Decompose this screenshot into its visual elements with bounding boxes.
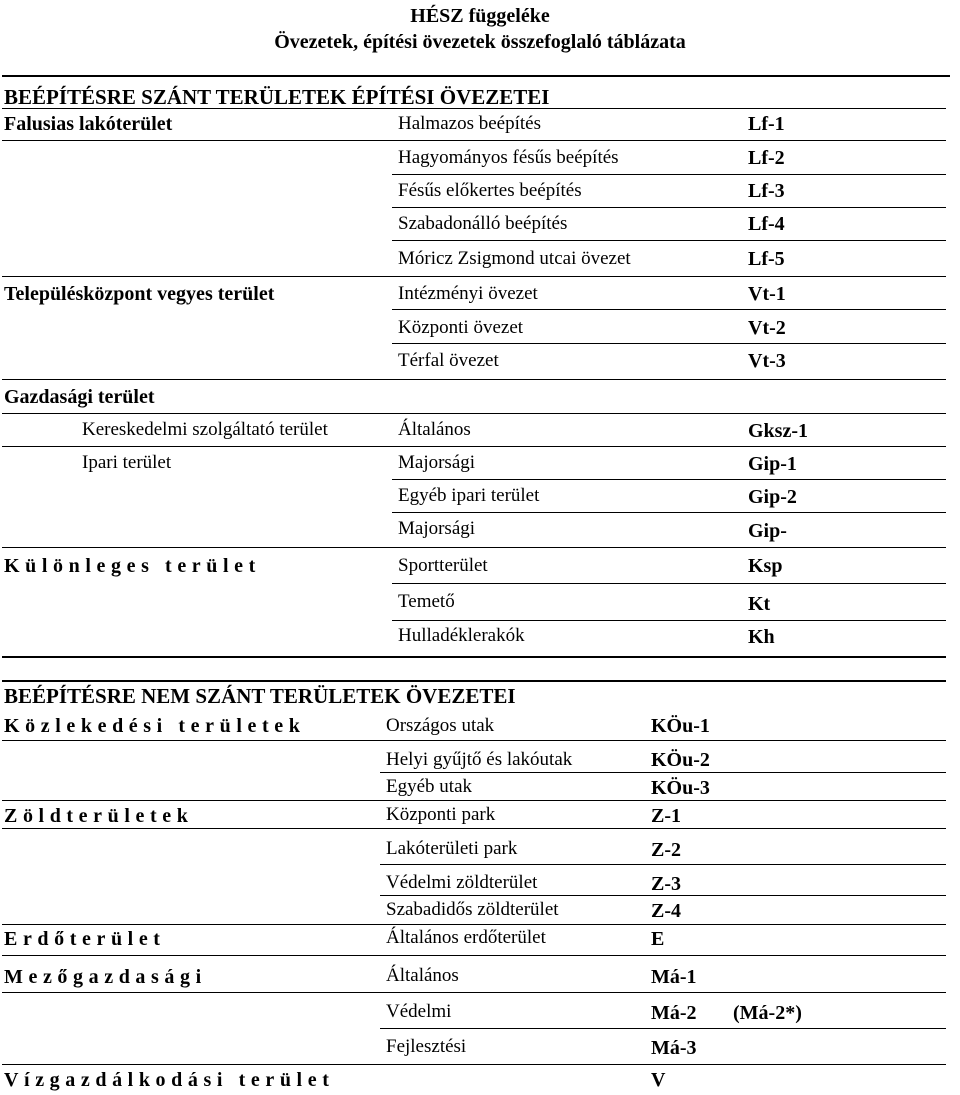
zone-code: KÖu-2 — [651, 749, 710, 771]
zone-name: Intézményi övezet — [398, 283, 538, 304]
subcategory-kereskedelmi: Kereskedelmi szolgáltató terület — [82, 419, 328, 440]
row-rule — [2, 140, 946, 141]
subcategory-ipari: Ipari terület — [82, 452, 172, 473]
zone-code: KÖu-3 — [651, 777, 710, 799]
row-rule — [2, 924, 946, 925]
zone-name: Majorsági — [398, 518, 476, 539]
zone-name: Majorsági — [398, 452, 476, 473]
zone-name: Szabadidős zöldterület — [386, 899, 559, 920]
zone-name: Helyi gyűjtő és lakóutak — [386, 749, 573, 770]
row-rule — [392, 620, 946, 621]
section1-heading: BEÉPÍTÉSRE SZÁNT TERÜLETEK ÉPÍTÉSI ÖVEZETEI — [4, 85, 550, 109]
document-subtitle: Övezetek, építési övezetek összefoglaló táblázata — [274, 31, 686, 53]
zone-name: Általános — [386, 965, 459, 986]
category-mezogazdasagi: Mezőgazdasági — [4, 966, 207, 988]
zone-code: Gip-1 — [748, 453, 797, 475]
row-rule — [2, 1064, 946, 1065]
section2-top-rule — [2, 680, 946, 682]
zone-code: Lf-5 — [748, 248, 785, 270]
zone-name: Fésűs előkertes beépítés — [398, 180, 582, 201]
document-title: HÉSZ függeléke — [410, 5, 550, 27]
row-rule — [380, 864, 946, 865]
row-rule — [380, 895, 946, 896]
zone-code: Z-1 — [651, 805, 681, 827]
zone-name: Sportterület — [398, 555, 488, 576]
row-rule — [392, 240, 946, 241]
row-rule — [2, 800, 946, 801]
row-rule — [392, 343, 946, 344]
row-rule — [2, 547, 946, 548]
zone-name: Térfal övezet — [398, 350, 499, 371]
zone-code: Gip- — [748, 520, 787, 542]
row-rule — [2, 955, 946, 956]
category-vizgazdalkodasi: Vízgazdálkodási terület — [4, 1069, 335, 1091]
section1-bottom-rule — [2, 656, 946, 658]
zone-name: Országos utak — [386, 715, 495, 736]
zone-code: Má-2 — [651, 1002, 697, 1024]
row-rule — [380, 772, 946, 773]
zone-code: Gksz-1 — [748, 420, 808, 442]
row-rule — [392, 174, 946, 175]
zone-code: E — [651, 928, 665, 950]
zone-name: Központi park — [386, 804, 496, 825]
section1-top-rule — [2, 75, 950, 77]
row-rule — [392, 583, 946, 584]
zone-name: Egyéb ipari terület — [398, 485, 540, 506]
zone-code: Lf-3 — [748, 180, 785, 202]
zone-code: Má-1 — [651, 966, 697, 988]
zone-code: Vt-2 — [748, 317, 786, 339]
section2-heading: BEÉPÍTÉSRE NEM SZÁNT TERÜLETEK ÖVEZETEI — [4, 684, 516, 708]
row-rule — [392, 309, 946, 310]
row-rule — [392, 479, 946, 480]
row-rule — [2, 992, 946, 993]
zone-name: Általános erdőterület — [386, 927, 546, 948]
category-erdoterulet: Erdőterület — [4, 928, 166, 950]
category-zoldteruletek: Zöldterületek — [4, 805, 194, 827]
category-falusias: Falusias lakóterület — [4, 113, 173, 135]
zone-name: Védelmi — [386, 1001, 452, 1022]
zone-name: Móricz Zsigmond utcai övezet — [398, 248, 631, 269]
zone-code: Z-2 — [651, 839, 681, 861]
category-kulonleges: Különleges terület — [4, 555, 261, 577]
zone-code-extra: (Má-2*) — [733, 1002, 802, 1024]
row-rule — [2, 446, 946, 447]
zone-name: Egyéb utak — [386, 776, 473, 797]
row-rule — [2, 379, 946, 380]
zone-name: Temető — [398, 591, 455, 612]
zone-name: Védelmi zöldterület — [386, 872, 538, 893]
row-rule — [380, 1028, 946, 1029]
zone-name: Központi övezet — [398, 317, 524, 338]
zone-code: Z-4 — [651, 900, 681, 922]
zone-code: Vt-1 — [748, 283, 786, 305]
row-rule — [2, 740, 946, 741]
zone-name: Hulladéklerakók — [398, 625, 525, 646]
zone-code: Kh — [748, 626, 775, 648]
zone-code: Kt — [748, 593, 771, 615]
zone-code: Vt-3 — [748, 350, 786, 372]
row-rule — [392, 207, 946, 208]
zone-code: Lf-2 — [748, 147, 785, 169]
zone-code: Gip-2 — [748, 486, 797, 508]
zone-code: Má-3 — [651, 1037, 697, 1059]
row-rule — [2, 828, 946, 829]
zone-name: Lakóterületi park — [386, 838, 518, 859]
zone-code: Lf-4 — [748, 213, 785, 235]
category-telepuleskozpont: Településközpont vegyes terület — [4, 283, 275, 305]
row-rule — [392, 512, 946, 513]
section1-heading-rule — [2, 108, 946, 109]
zone-code: Ksp — [748, 555, 783, 577]
zone-code: Z-3 — [651, 873, 681, 895]
zone-name: Általános — [398, 419, 471, 440]
row-rule — [2, 276, 946, 277]
zone-code: KÖu-1 — [651, 715, 710, 737]
zone-name: Halmazos beépítés — [398, 113, 541, 134]
zone-code: V — [651, 1069, 666, 1091]
category-gazdasagi: Gazdasági terület — [4, 386, 155, 408]
zone-code: Lf-1 — [748, 113, 785, 135]
zone-name: Fejlesztési — [386, 1036, 467, 1057]
zone-name: Szabadonálló beépítés — [398, 213, 568, 234]
row-rule — [2, 413, 946, 414]
zone-name: Hagyományos fésűs beépítés — [398, 147, 619, 168]
category-kozlekedesi: Közlekedési területek — [4, 715, 306, 737]
